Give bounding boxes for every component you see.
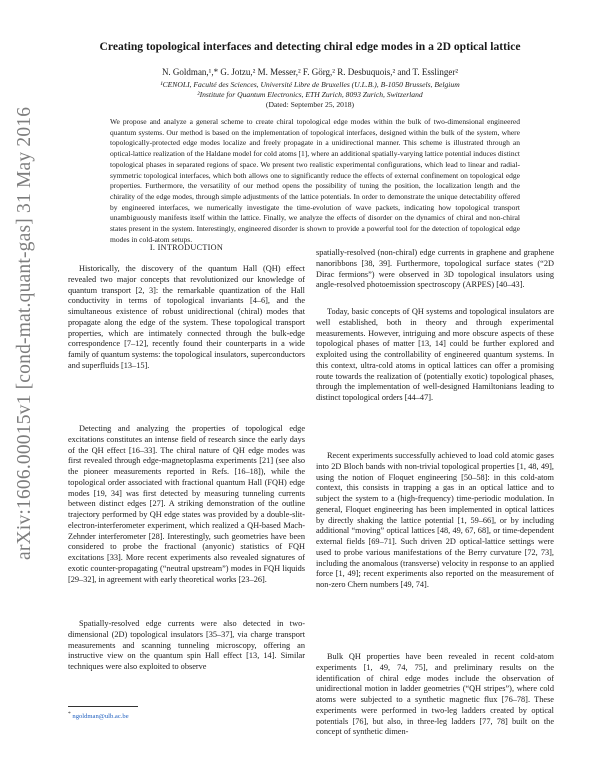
author-list: N. Goldman,¹,* G. Jotzu,² M. Messer,² F. Görg,² R. Desbuquois,² and T. Esslinger² [161,67,459,77]
arxiv-identifier-stamp[interactable]: arXiv:1606.00015v1 [cond-mat.quant-gas] 31 May 2016 [14,106,35,560]
section-heading-introduction: I. INTRODUCTION [149,243,224,252]
intro-paragraph-5: Today, basic concepts of QH systems and topological insulators are well established, both in theory and through experimental measurements. However, intriguing and more obscure aspects of these topological phases of matter [13, 14] could be further explored and exploited using the controllability of engineered quantum systems. In this context, ultra-cold atoms in optical lattices can offer a promising route towards the realization of (potentially exotic) topological phases, through the implementation of well-designed Hamiltonians leading to distinct topological orders [44–47]. [316,307,554,402]
footnote-rule [68,706,138,707]
affiliation-1: ¹CENOLI, Faculté des Sciences, Université Libre de Bruxelles (U.L.B.), B-1050 Brussels, Belgium [160,80,460,89]
affiliation-2: ²Institute for Quantum Electronics, ETH Zurich, 8093 Zurich, Switzerland [197,90,423,99]
intro-paragraph-4: spatially-resolved (non-chiral) edge currents in graphene and graphene nanoribbons [38, 39]. Furthermore, topological surface states (“2D Dirac fermions”) were observed in 3D topological insulators using angle-resolved photoemission spectroscopy (ARPES) [40–43]. [316,248,554,290]
intro-paragraph-2: Detecting and analyzing the properties of topological edge excitations constitutes an intense field of research since the early days of the QH effect [16–33]. The chiral nature of QH edge modes was first revealed through edge-magnetoplasma experiments [21] (see also the pioneer measurements reported in Refs. [16–18]), while the topological order associated with fractional quantum Hall (FQH) edge modes [19, 34] was first detected by measuring tunneling currents between distinct edges [27]. A striking demonstration of the outline trajectory performed by QH edge states was provided by a double-slit-electron-interferometer experiment, which realized a QH-based Mach-Zehnder interferometer [28]. Interestingly, such geometries have been considered to probe the fractional (anyonic) statistics of FQH excitations [33]. More recent experiments also revealed signatures of exotic counter-propagating (“neutral upstream”) modes in FQH liquids [29–32], in agreement with early theoretical works [23–26]. [68,424,305,584]
date-line: (Dated: September 25, 2018) [265,100,355,109]
paper-title: Creating topological interfaces and detecting chiral edge modes in a 2D optical lattice [99,40,521,53]
intro-paragraph-3: Spatially-resolved edge currents were also detected in two-dimensional (2D) topological insulators [35–37], via charge transport measurements and scanning tunneling microscopy, offering an instructive view on the quantum spin Hall effect [13, 14]. Similar techniques were also exploited to observe [68,619,305,671]
footnote [68,711,305,720]
footnote-marker: * [68,711,71,717]
intro-paragraph-6: Recent experiments successfully achieved to load cold atomic gases into 2D Bloch bands with non-trivial topological properties [1, 48, 49], using the notion of Floquet engineering [50–58]: in this cold-atom context, this consists in trapping a gas in an optical lattice and to subject the system to a (high-frequency) time-periodic modulation. In general, Floquet engineering has been implemented in optical lattices by directly shaking the lattice potential [1, 59–66], or by including additional “moving” optical lattices [48, 49, 67, 68], or time-dependent external fields [69–71]. Such driven 2D optical-lattice settings were used to probe various manifestations of the Berry curvature [72, 73], including the anomalous (transverse) velocity in response to an applied force [1, 49]; recent experiments also reported on the measurement of non-zero Chern numbers [49, 74]. [316,451,554,589]
intro-paragraph-7: Bulk QH properties have been revealed in recent cold-atom experiments [1, 49, 74, 75], and preliminary results on the identification of chiral edge modes include the observation of unidirectional motion in ladder geometries (“QH stripes”), where cold atoms were subjected to a synthetic magnetic flux [76–78]. These experiments were performed in two-leg ladders created by optical potentials [76], but also, in three-leg ladders [77, 78] built on the concept of synthetic dimen- [316,652,554,737]
intro-paragraph-1: Historically, the discovery of the quantum Hall (QH) effect revealed two major concepts that revolutionized our knowledge of quantum transport [2, 3]: the remarkable quantization of the Hall conductivity in terms of topological invariants [4–6], and the simultaneous existence of robust unidirectional (chiral) modes that propagate along the edge of the system. These topological transport properties, which are intimately connected through the bulk-edge correspondence [7–12], recently found their counterparts in a wide family of quantum systems: the topological insulators, superconductors and superfluids [13–15]. [68,264,305,370]
corresponding-email-link[interactable]: ngoldman@ulb.ac.be [72,713,129,721]
abstract: We propose and analyze a general scheme to create chiral topological edge modes within the bulk of two-dimensional engineered quantum systems. Our method is based on the implementation of topological interfaces, designed within the bulk of the system, where topologically-protected edge modes localize and freely propagate in a unidirectional manner. This scheme is illustrated through an optical-lattice realization of the Haldane model for cold atoms [1], where an additional spatially-varying lattice potential induces distinct topological phases in separated regions of space. We present two realistic experimental configurations, which lead to linear and radial-symmetric topological interfaces, which both allows one to significantly reduce the effects of external confinement on topological edge properties. Furthermore, the versatility of our method opens the possibility of tuning the position, the localization length and the chirality of the edge modes, through simple adjustments of the lattice potentials. In order to demonstrate the unique detectability offered by engineered interfaces, we numerically investigate the time-evolution of wave packets, indicating how topological transport unambiguously manifests itself within the lattice. Finally, we analyze the effects of disorder on the dynamics of chiral and non-chiral states present in the system. Interestingly, engineered disorder is shown to provide a powerful tool for the detection of topological edge modes in cold-atom setups. [110,117,520,244]
